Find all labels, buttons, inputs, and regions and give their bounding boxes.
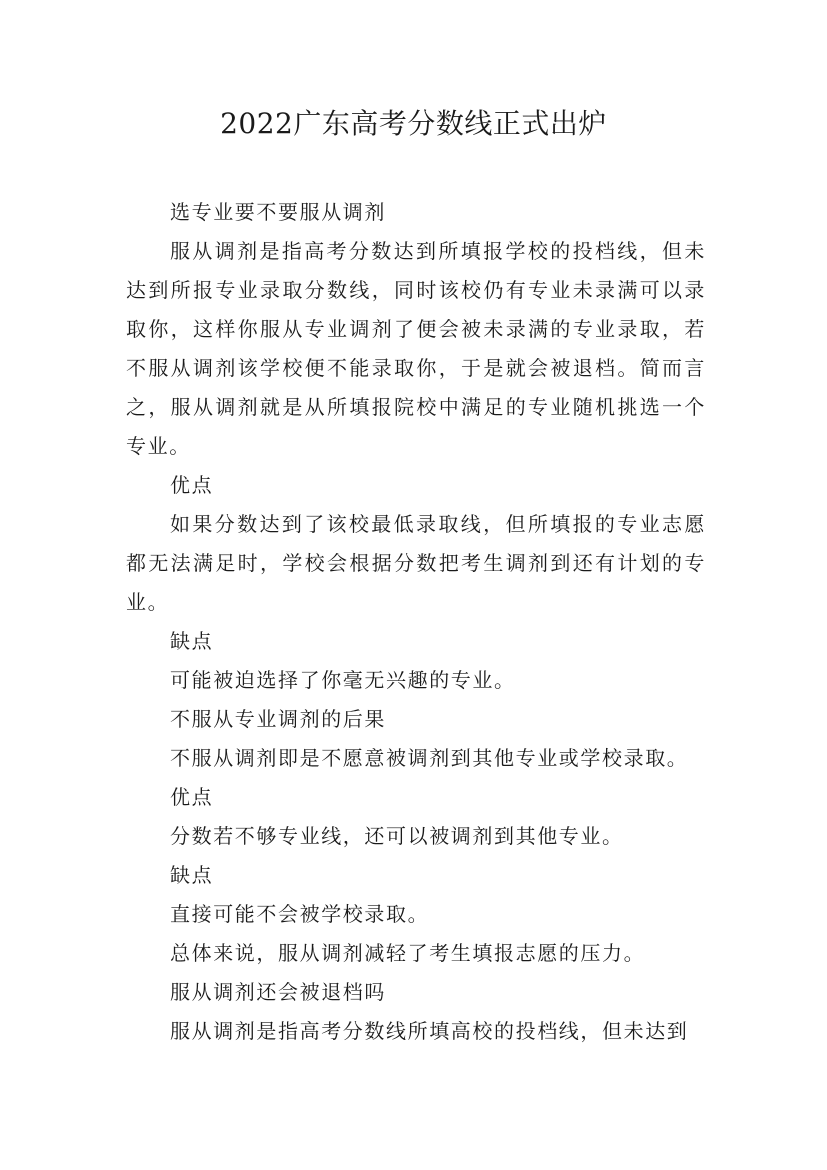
paragraph-advantages: 如果分数达到了该校最低录取线，但所填报的专业志愿都无法满足时，学校会根据分数把考生调剂到还有计划的专业。 — [126, 512, 706, 614]
subheading-advantages-2: 优点 — [170, 785, 214, 809]
paragraph-disadvantages-2: 直接可能不会被学校录取。 — [170, 902, 430, 926]
paragraph-definition: 服从调剂是指高考分数达到所填报学校的投档线，但未达到所报专业录取分数线，同时该校仍有专业未录满可以录取你，这样你服从专业调剂了便会被未录满的专业录取，若不服从调剂该学校便不能录取你，于是就会被退档。简而言之，服从调剂就是从所填报院校中满足的专业随机挑选一个专业。 — [126, 239, 706, 458]
paragraph-advantages-2: 分数若不够专业线，还可以被调剂到其他专业。 — [170, 824, 624, 848]
subheading-disadvantages: 缺点 — [170, 629, 214, 653]
section-heading-rejection: 服从调剂还会被退档吗 — [170, 980, 386, 1004]
section-heading-follow-adjustment: 选专业要不要服从调剂 — [170, 200, 386, 224]
document-body — [126, 193, 706, 1051]
document-title: 2022广东高考分数线正式出炉 — [220, 107, 607, 140]
subheading-disadvantages-2: 缺点 — [170, 863, 214, 887]
paragraph-disadvantages: 可能被迫选择了你毫无兴趣的专业。 — [170, 668, 516, 692]
paragraph-rejection: 服从调剂是指高考分数线所填高校的投档线，但未达到 — [170, 1019, 689, 1043]
paragraph-summary: 总体来说，服从调剂减轻了考生填报志愿的压力。 — [170, 941, 646, 965]
section-heading-not-follow: 不服从专业调剂的后果 — [170, 707, 386, 731]
paragraph-not-follow-definition: 不服从调剂即是不愿意被调剂到其他专业或学校录取。 — [170, 746, 689, 770]
subheading-advantages: 优点 — [170, 473, 214, 497]
